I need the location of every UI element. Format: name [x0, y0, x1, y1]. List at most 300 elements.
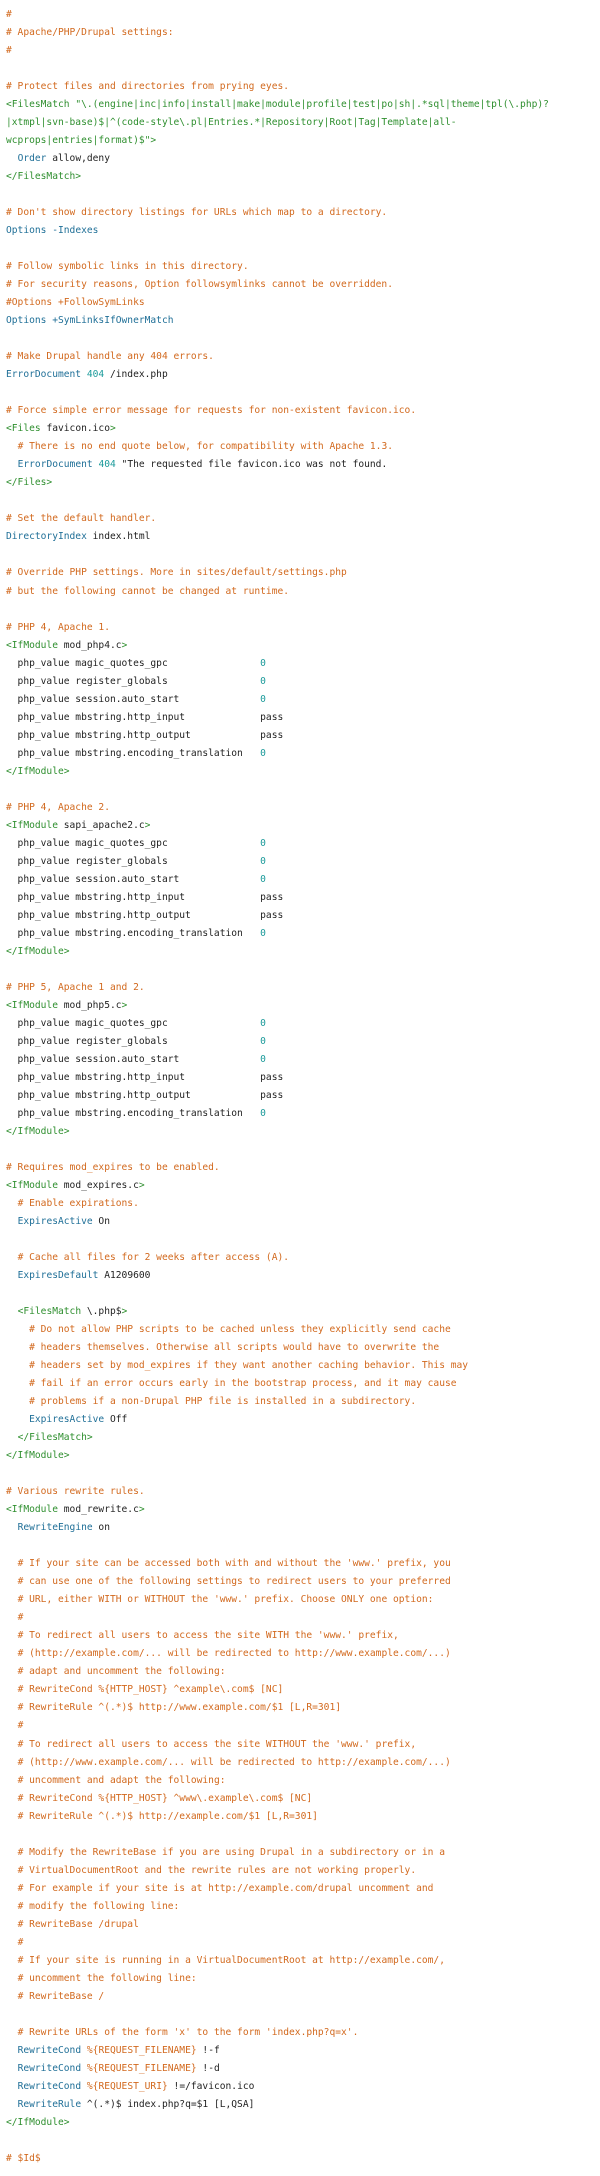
directive-token: Options: [6, 225, 47, 237]
code-line: [6, 1573, 600, 1591]
comment-token: %{REQUEST_FILENAME}: [86, 2044, 197, 2056]
text-token: php_value mbstring.http_input pass: [6, 891, 284, 903]
comment-token: #: [17, 1936, 24, 1948]
comment-token: # Do not allow PHP scripts to be cached unless they explicitly send cache: [29, 1324, 451, 1336]
text-token: [6, 1684, 18, 1695]
text-token: sapi_apache2.c: [63, 819, 145, 831]
code-line: [6, 1898, 600, 1916]
code-line: [6, 655, 600, 673]
code-line: [6, 1970, 600, 1988]
text-token: mod_rewrite.c: [63, 1504, 139, 1516]
tag-token: <FilesMatch: [6, 99, 76, 111]
code-line: [6, 132, 600, 150]
comment-token: # Apache/PHP/Drupal settings:: [6, 27, 174, 39]
tag-token: </FilesMatch>: [6, 171, 82, 183]
comment-token: # For example if your site is at http://example.com/drupal uncomment and: [17, 1882, 434, 1894]
code-line: [6, 114, 600, 132]
comment-token: #: [17, 1612, 24, 1624]
text-token: Off: [104, 1414, 128, 1426]
code-line: [6, 997, 600, 1015]
code-line: [6, 853, 600, 871]
code-line: [6, 637, 600, 655]
text-token: [6, 153, 18, 164]
text-token: index.html: [86, 531, 151, 543]
code-line: [6, 1826, 600, 1844]
directive-token: DirectoryIndex: [6, 531, 87, 543]
comment-token: # To redirect all users to access the site WITHOUT the 'www.' prefix,: [17, 1738, 417, 1750]
text-token: [6, 1702, 18, 1713]
directive-token: RewriteCond: [17, 2080, 82, 2092]
code-line: [6, 492, 600, 510]
text-token: [6, 1720, 18, 1731]
code-line: [6, 1447, 600, 1465]
text-token: mod_php5.c: [63, 999, 122, 1011]
code-line: [6, 1483, 600, 1501]
comment-token: # If your site can be accessed both with and without the 'www.' prefix, you: [17, 1558, 451, 1570]
text-token: [6, 1306, 18, 1317]
comment-token: # Don't show directory listings for URLs which map to a directory.: [6, 207, 388, 219]
text-token: [6, 1901, 18, 1912]
text-token: [6, 1666, 18, 1677]
text-token: [6, 2063, 18, 2074]
tag-token: </IfModule>: [6, 1125, 70, 1137]
tag-token: >: [138, 1504, 145, 1516]
code-line: [6, 1627, 600, 1645]
code-line: [6, 60, 600, 78]
code-line: [6, 1339, 600, 1357]
code-line: [6, 1591, 600, 1609]
tag-token: <IfModule: [6, 819, 64, 831]
code-line: [6, 312, 600, 330]
text-token: mod_php4.c: [63, 639, 122, 651]
code-line: [6, 1880, 600, 1898]
code-line: [6, 402, 600, 420]
code-line: [6, 1772, 600, 1790]
text-token: php_value magic_quotes_gpc: [6, 1017, 261, 1029]
code-line: [6, 745, 600, 763]
comment-token: # modify the following line:: [17, 1900, 180, 1912]
code-line: [6, 2078, 600, 2096]
code-line: [6, 78, 600, 96]
comment-token: # URL, either WITH or WITHOUT the 'www.' prefix. Choose ONLY one option:: [17, 1594, 434, 1606]
text-token: [6, 1775, 18, 1786]
comment-token: # fail if an error occurs early in the bootstrap process, and it may cause: [29, 1378, 457, 1390]
text-token: php_value mbstring.http_output pass: [6, 909, 284, 921]
code-line: [6, 1267, 600, 1285]
comment-token: #: [17, 1720, 24, 1732]
code-line: [6, 2096, 600, 2114]
code-line: [6, 1213, 600, 1231]
code-line: [6, 943, 600, 961]
code-line: [6, 24, 600, 42]
code-line: [6, 1465, 600, 1483]
text-token: php_value session.auto_start: [6, 873, 261, 885]
text-token: [6, 1522, 18, 1533]
code-line: [6, 276, 600, 294]
comment-token: %{REQUEST_FILENAME}: [86, 2062, 197, 2074]
number-token: 0: [260, 693, 266, 705]
directive-token: RewriteEngine: [17, 1522, 93, 1534]
directive-token: -Indexes: [52, 225, 99, 237]
directive-token: ErrorDocument: [6, 369, 82, 381]
code-line: [6, 1862, 600, 1880]
comment-token: # RewriteBase /drupal: [17, 1918, 139, 1930]
code-line: [6, 528, 600, 546]
tag-token: wcprops|entries|format)$">: [6, 135, 157, 147]
code-line: [6, 1717, 600, 1735]
comment-token: # For security reasons, Option followsymlinks cannot be overridden.: [6, 279, 393, 291]
tag-token: </FilesMatch>: [17, 1432, 93, 1444]
text-token: on: [92, 1522, 110, 1534]
code-line: [6, 817, 600, 835]
tag-token: <FilesMatch: [17, 1306, 87, 1318]
code-line: [6, 1285, 600, 1303]
code-line: [6, 2042, 600, 2060]
code-line: [6, 1357, 600, 1375]
code-line: [6, 546, 600, 564]
code-line: [6, 150, 600, 168]
text-token: php_value magic_quotes_gpc: [6, 657, 261, 669]
comment-token: # RewriteRule ^(.*)$ http://www.example.com/$1 [L,R=301]: [17, 1702, 342, 1714]
comment-token: # RewriteCond %{HTTP_HOST} ^example\.com$ [NC]: [17, 1684, 284, 1696]
code-line: [6, 330, 600, 348]
text-token: php_value mbstring.encoding_translation: [6, 747, 261, 759]
code-line: [6, 1303, 600, 1321]
comment-token: # There is no end quote below, for compatibility with Apache 1.3.: [17, 441, 393, 453]
text-token: favicon.ico: [46, 423, 110, 435]
directive-token: RewriteRule: [17, 2098, 82, 2110]
text-token: php_value session.auto_start: [6, 1053, 261, 1065]
comment-token: #: [6, 45, 12, 57]
comment-token: # problems if a non-Drupal PHP file is installed in a subdirectory.: [29, 1396, 417, 1408]
code-line: [6, 42, 600, 60]
text-token: [6, 1342, 29, 1353]
text-token: [6, 1558, 18, 1569]
code-line: [6, 583, 600, 601]
code-line: [6, 222, 600, 240]
code-line: [6, 96, 600, 114]
code-line: [6, 979, 600, 997]
comment-token: # RewriteCond %{HTTP_HOST} ^www\.example\.com$ [NC]: [17, 1792, 313, 1804]
code-line: [6, 1123, 600, 1141]
number-token: 0: [260, 1107, 266, 1119]
number-token: 0: [260, 747, 266, 759]
code-line: [6, 1952, 600, 1970]
text-token: [6, 1432, 18, 1443]
tag-token: <IfModule: [6, 1504, 64, 1516]
code-line: [6, 1141, 600, 1159]
text-token: [6, 1198, 18, 1209]
code-line: [6, 1844, 600, 1862]
comment-token: # Enable expirations.: [17, 1198, 139, 1210]
directive-token: +SymLinksIfOwnerMatch: [52, 315, 174, 327]
comment-token: # Modify the RewriteBase if you are using Drupal in a subdirectory or in a: [17, 1846, 445, 1858]
text-token: php_value register_globals: [6, 855, 261, 867]
tag-token: >: [138, 1180, 145, 1192]
comment-token: # Requires mod_expires to be enabled.: [6, 1162, 220, 1173]
code-line: [6, 294, 600, 312]
comment-token: # uncomment the following line:: [17, 1972, 197, 1984]
text-token: php_value register_globals: [6, 1035, 261, 1047]
tag-token: </Files>: [6, 477, 53, 489]
comment-token: # Rewrite URLs of the form 'x' to the form 'index.php?q=x'.: [17, 2026, 359, 2038]
code-line: [6, 1663, 600, 1681]
code-line: [6, 1051, 600, 1069]
text-token: !-f: [196, 2044, 220, 2056]
comment-token: # PHP 4, Apache 1.: [6, 621, 110, 633]
directive-token: RewriteCond: [17, 2044, 82, 2056]
tag-token: >: [121, 999, 128, 1011]
code-line: [6, 204, 600, 222]
tag-token: </IfModule>: [6, 1450, 70, 1462]
comment-token: # Set the default handler.: [6, 513, 157, 525]
text-token: [6, 1919, 18, 1930]
code-line: [6, 1681, 600, 1699]
text-token: [6, 1270, 18, 1281]
text-token: [6, 441, 18, 452]
code-line: [6, 601, 600, 619]
code-line: [6, 727, 600, 745]
number-token: 0: [260, 837, 266, 849]
code-line: [6, 1645, 600, 1663]
tag-token: >: [121, 639, 128, 651]
code-line: [6, 6, 600, 24]
code-line: [6, 1537, 600, 1555]
tag-token: </IfModule>: [6, 2116, 70, 2128]
code-line: [6, 961, 600, 979]
text-token: [6, 1648, 18, 1659]
code-line: [6, 420, 600, 438]
text-token: [6, 1360, 29, 1371]
comment-token: # Force simple error message for requests for non-existent favicon.ico.: [6, 405, 417, 417]
comment-token: #Options +FollowSymLinks: [6, 297, 145, 309]
tag-token: <IfModule: [6, 639, 64, 651]
text-token: [6, 1811, 18, 1822]
code-line: [6, 438, 600, 456]
code-line: [6, 1033, 600, 1051]
code-line: [6, 889, 600, 907]
comment-token: # If your site is running in a VirtualDocumentRoot at http://example.com/,: [17, 1954, 445, 1966]
code-line: [6, 2060, 600, 2078]
code-line: [6, 2150, 600, 2168]
directive-token: ErrorDocument: [17, 459, 93, 471]
code-line: [6, 1916, 600, 1934]
text-token: [6, 1757, 18, 1768]
code-line: [6, 925, 600, 943]
code-line: [6, 1375, 600, 1393]
tag-token: <IfModule: [6, 999, 64, 1011]
code-line: [6, 1736, 600, 1754]
tag-token: "\.(engine|inc|info|install|make|module|profile|test|po|sh|.*sql|theme|tpl(\.php)?: [75, 99, 549, 111]
code-line: [6, 1177, 600, 1195]
code-line: [6, 2114, 600, 2132]
text-token: php_value mbstring.http_input pass: [6, 1071, 284, 1083]
code-line: [6, 1501, 600, 1519]
number-token: 0: [260, 1035, 266, 1047]
comment-token: # To redirect all users to access the site WITH the 'www.' prefix,: [17, 1630, 399, 1642]
text-token: !=/favicon.ico: [167, 2080, 255, 2092]
number-token: 404: [86, 369, 105, 381]
code-line: [6, 1429, 600, 1447]
code-line: [6, 348, 600, 366]
tag-token: >: [144, 819, 151, 831]
text-token: [6, 2045, 18, 2056]
comment-token: # Cache all files for 2 weeks after access (A).: [17, 1252, 290, 1264]
number-token: 0: [260, 1017, 266, 1029]
text-token: !-d: [196, 2062, 220, 2074]
tag-token: >: [109, 423, 116, 435]
code-line: [6, 2006, 600, 2024]
comment-token: # Various rewrite rules.: [6, 1486, 145, 1498]
directive-token: Options: [6, 315, 47, 327]
code-line: [6, 186, 600, 204]
code-line: [6, 781, 600, 799]
text-token: [6, 1612, 18, 1623]
text-token: On: [92, 1216, 110, 1228]
text-token: [6, 1414, 29, 1425]
code-line: [6, 1087, 600, 1105]
text-token: \.php$: [86, 1306, 122, 1318]
comment-token: # Make Drupal handle any 404 errors.: [6, 351, 214, 363]
text-token: php_value mbstring.http_output pass: [6, 1089, 284, 1101]
code-line: [6, 1555, 600, 1573]
text-token: php_value mbstring.encoding_translation: [6, 927, 261, 939]
code-line: [6, 673, 600, 691]
directive-token: ExpiresDefault: [17, 1270, 99, 1282]
tag-token: <Files: [6, 423, 47, 435]
text-token: php_value mbstring.http_output pass: [6, 729, 284, 741]
text-token: [6, 1576, 18, 1587]
comment-token: # PHP 4, Apache 2.: [6, 801, 110, 813]
text-token: [6, 1396, 29, 1407]
code-line: [6, 2132, 600, 2150]
text-token: [6, 1216, 18, 1227]
text-token: [6, 1937, 18, 1948]
text-token: [6, 1378, 29, 1389]
text-token: [6, 1594, 18, 1605]
code-line: [6, 709, 600, 727]
code-line: [6, 1195, 600, 1213]
text-token: allow,deny: [46, 153, 110, 165]
code-line: [6, 240, 600, 258]
code-line: [6, 1808, 600, 1826]
comment-token: # $Id$: [6, 2152, 41, 2164]
comment-token: # VirtualDocumentRoot and the rewrite rules are not working properly.: [17, 1864, 417, 1876]
code-line: [6, 564, 600, 582]
number-token: 0: [260, 657, 266, 669]
comment-token: # Override PHP settings. More in sites/default/settings.php: [6, 567, 347, 579]
comment-token: # PHP 5, Apache 1 and 2.: [6, 981, 145, 993]
code-line: [6, 384, 600, 402]
number-token: 0: [260, 855, 266, 867]
comment-token: # can use one of the following settings to redirect users to your preferred: [17, 1576, 451, 1588]
text-token: [6, 1739, 18, 1750]
code-line: [6, 871, 600, 889]
code-line: [6, 1231, 600, 1249]
tag-token: <IfModule: [6, 1180, 64, 1192]
code-line: [6, 168, 600, 186]
comment-token: # (http://www.example.com/... will be redirected to http://example.com/...): [17, 1756, 451, 1768]
code-line: [6, 835, 600, 853]
code-line: [6, 619, 600, 637]
code-line: [6, 366, 600, 384]
code-line: [6, 1609, 600, 1627]
number-token: 0: [260, 873, 266, 885]
code-line: [6, 258, 600, 276]
code-line: [6, 510, 600, 528]
code-line: [6, 1105, 600, 1123]
comment-token: # headers themselves. Otherwise all scripts would have to overwrite the: [29, 1342, 440, 1354]
text-token: [6, 1991, 18, 2002]
text-token: mod_expires.c: [63, 1180, 139, 1192]
text-token: [6, 1630, 18, 1641]
text-token: [6, 2027, 18, 2038]
code-line: [6, 1519, 600, 1537]
comment-token: # uncomment and adapt the following:: [17, 1774, 226, 1786]
code-line: [6, 1393, 600, 1411]
text-token: php_value session.auto_start: [6, 693, 261, 705]
code-line: [6, 1249, 600, 1267]
comment-token: %{REQUEST_URI}: [86, 2080, 168, 2092]
text-token: [6, 459, 18, 470]
text-token: [6, 1955, 18, 1966]
comment-token: # Follow symbolic links in this directory.: [6, 261, 249, 273]
number-token: 0: [260, 927, 266, 939]
tag-token: </IfModule>: [6, 945, 70, 957]
code-line: [6, 1934, 600, 1952]
code-line: [6, 691, 600, 709]
text-token: [6, 1847, 18, 1858]
comment-token: # but the following cannot be changed at runtime.: [6, 585, 290, 597]
text-token: php_value register_globals: [6, 675, 261, 687]
code-line: [6, 1699, 600, 1717]
code-line: [6, 907, 600, 925]
code-line: [6, 1321, 600, 1339]
tag-token: </IfModule>: [6, 765, 70, 777]
code-line: [6, 1790, 600, 1808]
text-token: [6, 2081, 18, 2092]
code-line: [6, 2024, 600, 2042]
directive-token: ExpiresActive: [17, 1216, 93, 1228]
text-token: [6, 1252, 18, 1263]
code-line: [6, 799, 600, 817]
number-token: 0: [260, 1053, 266, 1065]
text-token: php_value mbstring.encoding_translation: [6, 1107, 261, 1119]
text-token: [6, 1324, 29, 1335]
tag-token: >: [121, 1306, 128, 1318]
text-token: ^(.*)$ index.php?q=$1 [L,QSA]: [81, 2098, 255, 2110]
text-token: [6, 1883, 18, 1894]
code-line: [6, 1411, 600, 1429]
text-token: [6, 1865, 18, 1876]
comment-token: # (http://example.com/... will be redirected to http://www.example.com/...): [17, 1648, 451, 1660]
comment-token: # RewriteRule ^(.*)$ http://example.com/$1 [L,R=301]: [17, 1810, 318, 1822]
comment-token: # adapt and uncomment the following:: [17, 1666, 226, 1678]
code-line: [6, 1015, 600, 1033]
directive-token: RewriteCond: [17, 2062, 82, 2074]
text-token: [6, 2099, 18, 2110]
text-token: [6, 1793, 18, 1804]
text-token: [6, 1973, 18, 1984]
number-token: 404: [98, 459, 116, 471]
code-line: [6, 456, 600, 474]
comment-token: # RewriteBase /: [17, 1990, 105, 2002]
directive-token: ExpiresActive: [29, 1414, 105, 1426]
comment-token: # headers set by mod_expires if they want another caching behavior. This may: [29, 1360, 469, 1372]
comment-token: # Protect files and directories from prying eyes.: [6, 81, 290, 93]
code-line: [6, 1159, 600, 1177]
text-token: php_value mbstring.http_input pass: [6, 711, 284, 723]
